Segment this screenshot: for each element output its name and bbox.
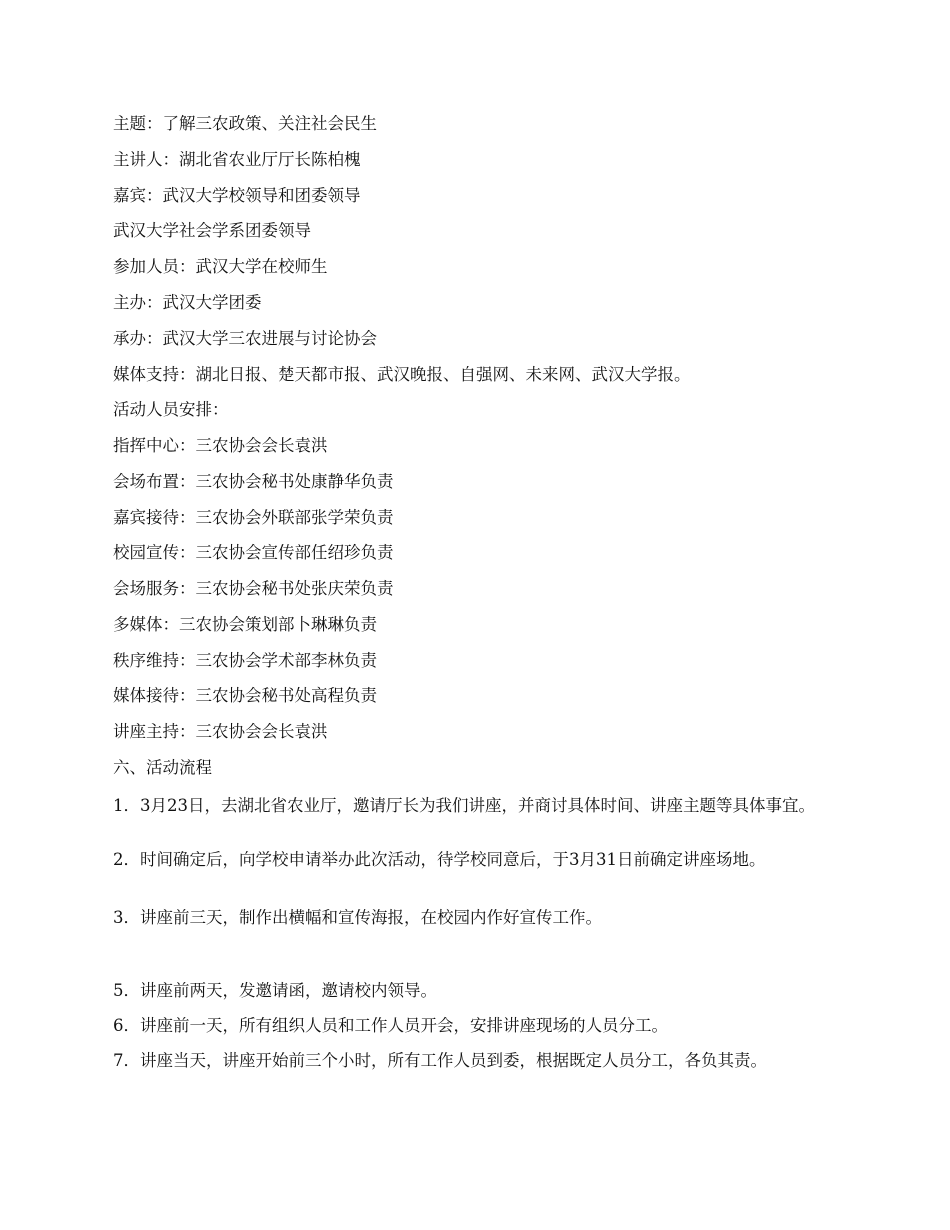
process-step-5: 5．讲座前两天，发邀请函，邀请校内领导。 (113, 981, 437, 1000)
staff-line-service: 会场服务：三农协会秘书处张庆荣负责 (113, 579, 394, 598)
participants-line: 参加人员：武汉大学在校师生 (113, 257, 328, 276)
staff-line-publicity: 校园宣传：三农协会宣传部任绍珍负责 (113, 543, 394, 562)
media-support-line: 媒体支持：湖北日报、楚天都市报、武汉晚报、自强网、未来网、武汉大学报。 (113, 365, 691, 384)
staff-line-host: 讲座主持：三农协会会长袁洪 (113, 722, 328, 741)
topic-line: 主题：了解三农政策、关注社会民生 (113, 114, 377, 133)
staff-line-multimedia: 多媒体：三农协会策划部卜琳琳负责 (113, 615, 377, 634)
section-heading-process: 六、活动流程 (113, 758, 212, 777)
process-step-6: 6．讲座前一天，所有组织人员和工作人员开会，安排讲座现场的人员分工。 (113, 1016, 668, 1035)
staff-line-command: 指挥中心：三农协会会长袁洪 (113, 436, 328, 455)
speaker-line: 主讲人：湖北省农业厅厅长陈柏槐 (113, 150, 361, 169)
process-step-2: 2．时间确定后，向学校申请举办此次活动，待学校同意后，于3月31日前确定讲座场地。 (113, 850, 766, 869)
guests-line: 嘉宾：武汉大学校领导和团委领导 (113, 186, 361, 205)
guests-line-2: 武汉大学社会学系团委领导 (113, 221, 311, 240)
staff-line-media: 媒体接待：三农协会秘书处高程负责 (113, 686, 377, 705)
staff-line-venue: 会场布置：三农协会秘书处康静华负责 (113, 472, 394, 491)
process-step-1: 1．3月23日，去湖北省农业厅，邀请厅长为我们讲座，并商讨具体时间、讲座主题等具体事宜。 (113, 796, 815, 815)
staff-arrangement-heading: 活动人员安排： (113, 400, 229, 419)
process-step-3: 3．讲座前三天，制作出横幅和宣传海报，在校园内作好宣传工作。 (113, 908, 602, 927)
staff-line-order: 秩序维持：三农协会学术部李林负责 (113, 651, 377, 670)
process-step-7: 7．讲座当天，讲座开始前三个小时，所有工作人员到委，根据既定人员分工，各负其责。 (113, 1051, 767, 1070)
co-organizer-line: 承办：武汉大学三农进展与讨论协会 (113, 329, 377, 348)
organizer-line: 主办：武汉大学团委 (113, 293, 262, 312)
staff-line-reception: 嘉宾接待：三农协会外联部张学荣负责 (113, 508, 394, 527)
